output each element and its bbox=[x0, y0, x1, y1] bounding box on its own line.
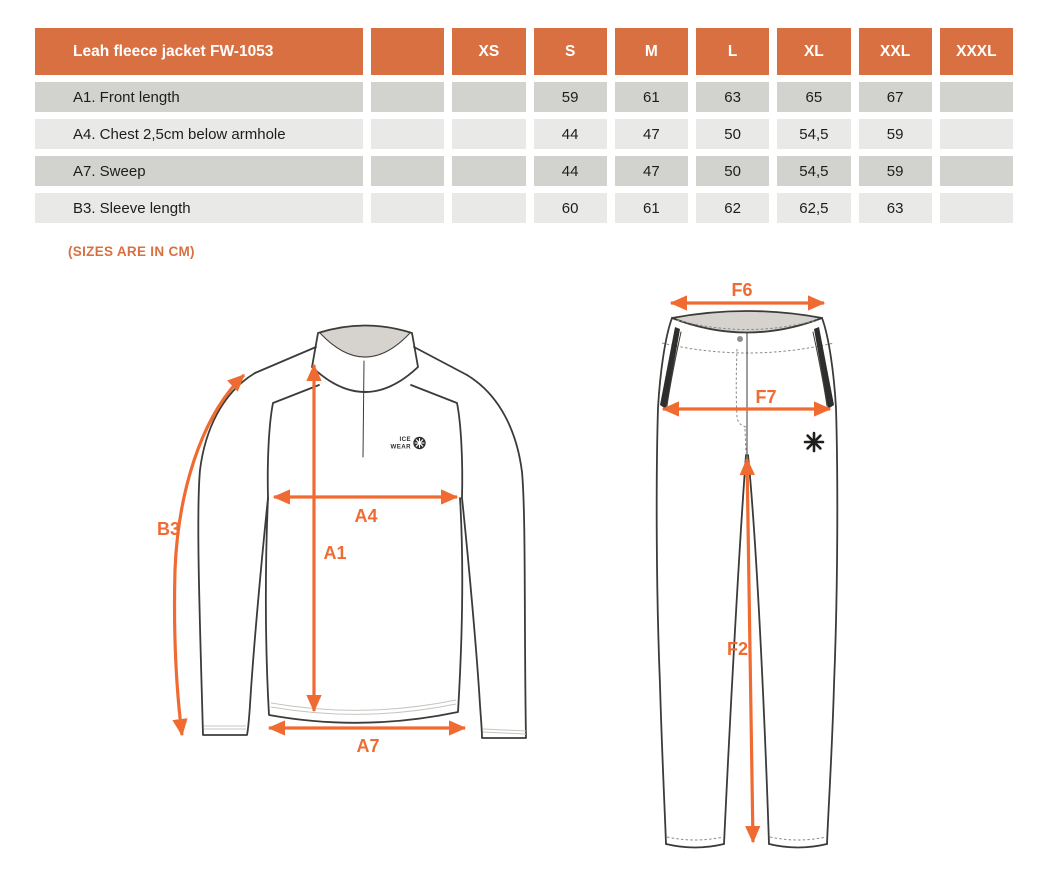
icewear-logo bbox=[390, 436, 425, 451]
f6-label: F6 bbox=[731, 280, 753, 300]
right-hem-stitch bbox=[770, 837, 826, 840]
left-cuff-stitch bbox=[204, 726, 246, 729]
jacket-measurement-diagram bbox=[130, 295, 570, 775]
crotch-seam-stitch bbox=[745, 429, 746, 453]
value-cell bbox=[371, 193, 444, 223]
value-cell: 54,5 bbox=[777, 119, 850, 149]
value-cell bbox=[940, 82, 1013, 112]
jacket-body bbox=[266, 498, 462, 723]
logo-text-line2: WEAR bbox=[390, 443, 411, 451]
value-cell bbox=[452, 82, 525, 112]
a1-label: A1 bbox=[323, 543, 347, 563]
zipper-line bbox=[363, 361, 364, 457]
value-cell bbox=[940, 193, 1013, 223]
value-cell bbox=[940, 156, 1013, 186]
header-cell-xxl: XXL bbox=[859, 28, 932, 75]
left-pocket-opening bbox=[660, 327, 680, 409]
a7-label: A7 bbox=[356, 736, 380, 756]
value-cell: 50 bbox=[696, 156, 769, 186]
fly-stitch bbox=[736, 349, 746, 427]
header-cell-xs: XS bbox=[452, 28, 525, 75]
value-cell: 65 bbox=[777, 82, 850, 112]
value-cell: 47 bbox=[615, 119, 688, 149]
row-label: A4. Chest 2,5cm below armhole bbox=[35, 119, 363, 149]
value-cell: 50 bbox=[696, 119, 769, 149]
logo-text-line1: ICE bbox=[399, 436, 411, 443]
right-pocket-opening bbox=[814, 327, 834, 409]
value-cell bbox=[452, 193, 525, 223]
header-cell-empty bbox=[371, 28, 444, 75]
left-leg-hem bbox=[666, 844, 724, 848]
value-cell bbox=[371, 119, 444, 149]
value-cell: 59 bbox=[859, 156, 932, 186]
value-cell: 60 bbox=[534, 193, 607, 223]
left-raglan-seam bbox=[268, 385, 319, 498]
value-cell bbox=[371, 82, 444, 112]
value-cell: 67 bbox=[859, 82, 932, 112]
left-hem-stitch bbox=[667, 837, 723, 840]
value-cell: 59 bbox=[859, 119, 932, 149]
waistband-stitch bbox=[662, 343, 834, 353]
value-cell: 44 bbox=[534, 119, 607, 149]
right-shoulder-seam bbox=[414, 347, 467, 375]
header-cell-m: M bbox=[615, 28, 688, 75]
hem-stitch bbox=[271, 700, 456, 714]
table-title: Leah fleece jacket FW-1053 bbox=[35, 28, 363, 75]
header-cell-xl: XL bbox=[777, 28, 850, 75]
value-cell bbox=[940, 119, 1013, 149]
f7-label: F7 bbox=[755, 387, 777, 407]
f2-label: F2 bbox=[726, 639, 748, 659]
waist-button bbox=[737, 336, 743, 342]
value-cell: 61 bbox=[615, 82, 688, 112]
value-cell: 62,5 bbox=[777, 193, 850, 223]
value-cell: 44 bbox=[534, 156, 607, 186]
a4-label: A4 bbox=[354, 506, 378, 526]
units-caption: (SIZES ARE IN CM) bbox=[68, 244, 195, 259]
value-cell: 62 bbox=[696, 193, 769, 223]
collar-inner-shade bbox=[320, 326, 410, 358]
row-label: B3. Sleeve length bbox=[35, 193, 363, 223]
logo-snowflake-spokes bbox=[415, 439, 424, 448]
b3-label: B3 bbox=[157, 519, 181, 539]
value-cell: 54,5 bbox=[777, 156, 850, 186]
header-cell-l: L bbox=[696, 28, 769, 75]
right-cuff-stitch bbox=[483, 729, 526, 734]
right-sleeve bbox=[462, 375, 526, 738]
value-cell bbox=[371, 156, 444, 186]
value-cell: 61 bbox=[615, 193, 688, 223]
right-leg-hem bbox=[769, 844, 827, 848]
row-label: A7. Sweep bbox=[35, 156, 363, 186]
value-cell: 63 bbox=[696, 82, 769, 112]
header-cell-s: S bbox=[534, 28, 607, 75]
row-label: A1. Front length bbox=[35, 82, 363, 112]
size-table bbox=[35, 28, 1013, 223]
left-shoulder-seam bbox=[255, 347, 316, 373]
header-cell-xxxl: XXXL bbox=[940, 28, 1013, 75]
value-cell bbox=[452, 156, 525, 186]
pants-measurement-diagram bbox=[620, 275, 860, 875]
value-cell: 63 bbox=[859, 193, 932, 223]
value-cell bbox=[452, 119, 525, 149]
snowflake-logo-icon bbox=[805, 433, 823, 451]
value-cell: 59 bbox=[534, 82, 607, 112]
value-cell: 47 bbox=[615, 156, 688, 186]
